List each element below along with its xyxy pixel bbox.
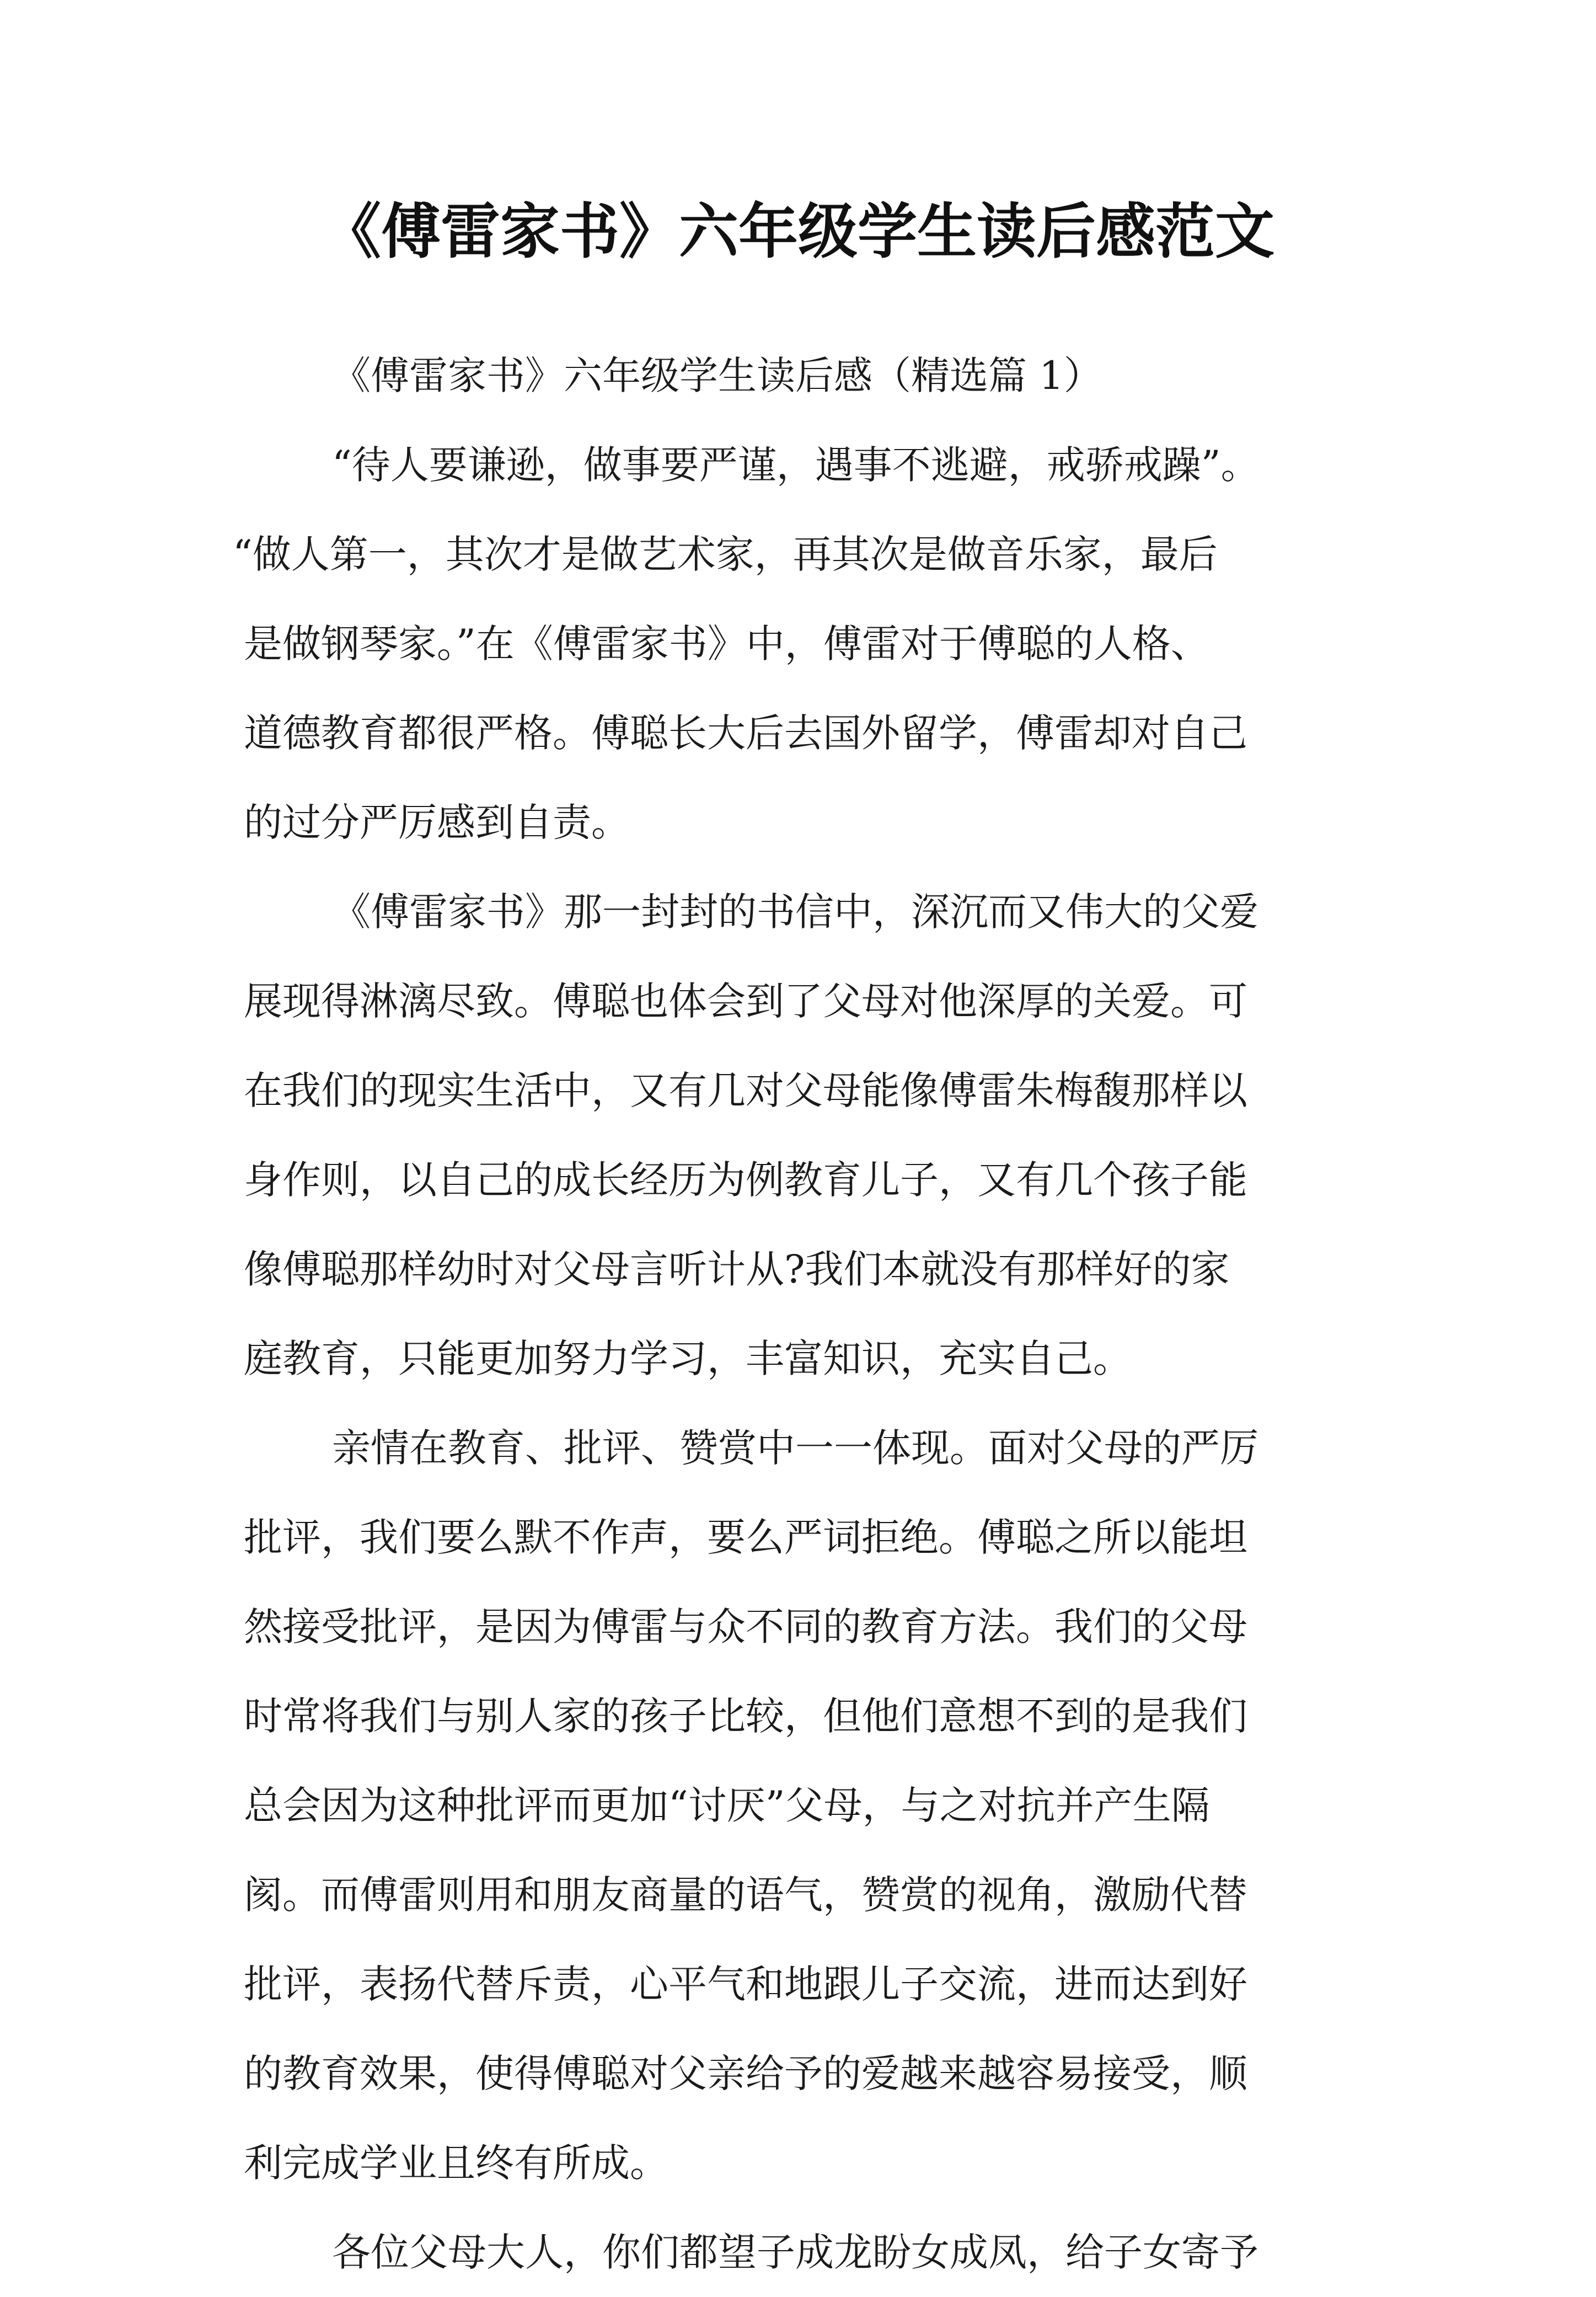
text-line: 亲情在教育、批评、赞赏中一一体现。面对父母的严厉 xyxy=(332,1425,1258,1471)
document-title: 《傅雷家书》六年级学生读后感范文 xyxy=(321,197,1274,266)
text-line: 的教育效果，使得傅聪对父亲给予的爱越来越容易接受，顺 xyxy=(244,2051,1247,2096)
text-line: 时常将我们与别人家的孩子比较，但他们意想不到的是我们 xyxy=(244,1694,1247,1739)
text-line: 批评，表扬代替斥责，心平气和地跟儿子交流，进而达到好 xyxy=(244,1962,1247,2007)
text-line: “待人要谦逊，做事要严谨，遇事不逃避，戒骄戒躁”。 xyxy=(332,442,1260,488)
text-line: “做人第一，其次才是做艺术家，再其次是做音乐家，最后 xyxy=(233,532,1218,577)
text-line: 《傅雷家书》六年级学生读后感（精选篇 1） xyxy=(332,353,1102,398)
text-line: 在我们的现实生活中，又有几对父母能像傅雷朱梅馥那样以 xyxy=(244,1068,1247,1113)
text-line: 然接受批评，是因为傅雷与众不同的教育方法。我们的父母 xyxy=(244,1604,1247,1649)
text-line: 阂。而傅雷则用和朋友商量的语气，赞赏的视角，激励代替 xyxy=(244,1872,1247,1917)
text-line: 像傅聪那样幼时对父母言听计从?我们本就没有那样好的家 xyxy=(244,1247,1230,1292)
text-line: 的过分严厉感到自责。 xyxy=(244,800,630,845)
text-line: 批评，我们要么默不作声，要么严词拒绝。傅聪之所以能坦 xyxy=(244,1515,1247,1560)
text-line: 是做钢琴家。”在《傅雷家书》中，傅雷对于傅聪的人格、 xyxy=(244,621,1209,666)
text-line: 总会因为这种批评而更加“讨厌”父母，与之对抗并产生隔 xyxy=(244,1783,1210,1828)
text-line: 庭教育，只能更加努力学习，丰富知识，充实自己。 xyxy=(244,1336,1132,1381)
document-body xyxy=(233,331,1358,2297)
text-line: 身作则，以自己的成长经历为例教育儿子，又有几个孩子能 xyxy=(244,1157,1247,1203)
text-line: 利完成学业且终有所成。 xyxy=(244,2140,668,2186)
text-line: 展现得淋漓尽致。傅聪也体会到了父母对他深厚的关爱。可 xyxy=(244,979,1247,1024)
text-line: 《傅雷家书》那一封封的书信中，深沉而又伟大的父爱 xyxy=(332,889,1258,934)
text-line: 各位父母大人，你们都望子成龙盼女成凤，给子女寄予 xyxy=(332,2230,1258,2275)
text-line: 道德教育都很严格。傅聪长大后去国外留学，傅雷却对自己 xyxy=(244,711,1247,756)
